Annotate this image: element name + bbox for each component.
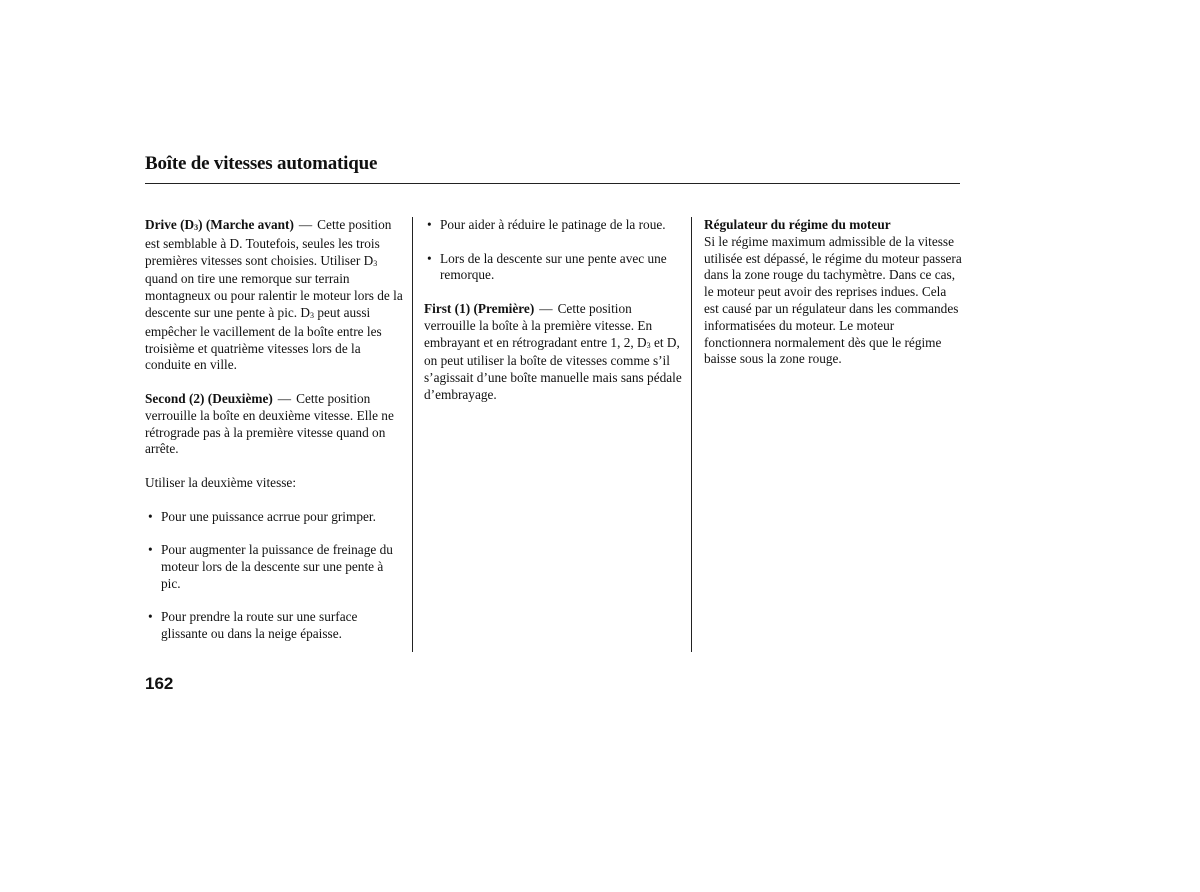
first-heading: First (1) (Première): [424, 300, 535, 316]
list-item: • Lors de la descente sur une pente avec une remorque.: [424, 251, 684, 285]
first-paragraph: First (1) (Première) — Cette position verrouille la boîte à la première vitesse. En embrayant et en rétrogradant entre 1, 2, $D_3$ et D, on peut utiliser la boîte de vitesses comme s’il s’agissait d’une boîte manuelle mais sans pédale d’embrayage.: [424, 300, 682, 402]
title-rule: [145, 183, 960, 184]
list-item: • Pour aider à réduire le patinage de la roue.: [424, 217, 684, 234]
regulator-text: Si le régime maximum admissible de la vitesse utilisée est dépassé, le régime du moteur passera dans la zone rouge du tachymètre. Dans ce cas, le moteur peut avoir des reprises indues. Cela est causé par un régulateur dans les commandes informatisées du moteur. Le moteur fonctionnera normalement dès que le régime baisse sous la zone rouge.: [704, 233, 962, 367]
second-paragraph: Second (2) (Deuxième) — Cette position verrouille la boîte en deuxième vitesse. Elle ne rétrograde pas à la première vitesse quand on arrête.: [145, 390, 394, 457]
use-second-text: Utiliser la deuxième vitesse:: [145, 474, 297, 490]
column-divider-2: [691, 217, 692, 652]
second-heading: Second (2) (Deuxième): [145, 390, 273, 406]
list-item: • Pour prendre la route sur une surface glissante ou dans la neige épaisse.: [145, 609, 403, 643]
list-item: • Pour augmenter la puissance de freinage du moteur lors de la descente sur une pente à pic.: [145, 542, 403, 592]
page-number: 162: [145, 674, 174, 693]
column-2: [424, 217, 684, 421]
column-1: [145, 217, 403, 660]
list-item: • Pour une puissance acrrue pour grimper.: [145, 509, 403, 526]
drive-paragraph: Drive $(D_3)$ (Marche avant) — Cette position est semblable à D. Toutefois, seules les trois premières vitesses sont choisies. Utiliser $D_3$ quand on tire une remorque sur terrain montagneux ou pour ralentir le moteur lors de la descente sur une pente à pic. $D_3$ peut aussi empêcher le vacillement de la boîte entre les troisième et quatrième vitesses lors de la conduite en ville.: [145, 217, 403, 373]
column-3: [704, 217, 964, 385]
drive-heading: Drive $(D_3)$ (Marche avant): [145, 217, 294, 232]
regulator-heading: Régulateur du régime du moteur: [704, 217, 891, 232]
column-divider-1: [412, 217, 413, 652]
page-title: Boîte de vitesses automatique: [145, 153, 378, 174]
